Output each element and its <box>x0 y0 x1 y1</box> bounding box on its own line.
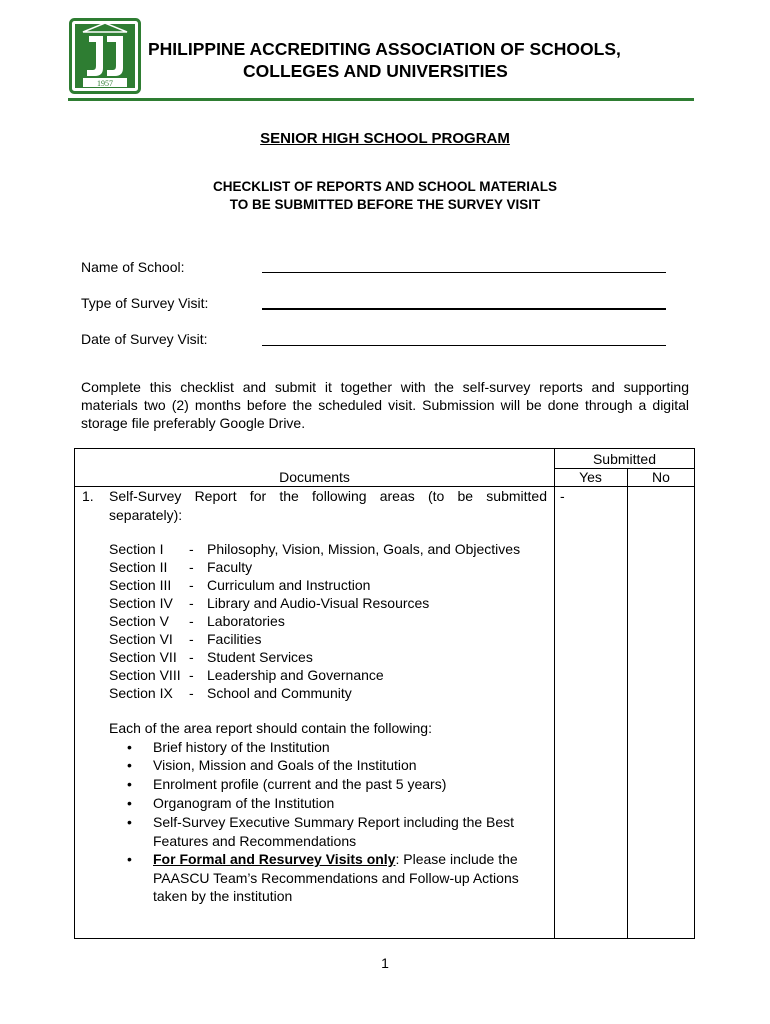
yes-checkbox-cell[interactable]: - <box>560 488 565 504</box>
visit-type-field[interactable] <box>262 308 666 310</box>
col-divider-yes-no <box>627 468 628 938</box>
visit-type-label: Type of Survey Visit: <box>81 295 209 311</box>
list-item <box>127 850 527 906</box>
program-title: SENIOR HIGH SCHOOL PROGRAM <box>260 130 510 147</box>
documents-header: Documents <box>279 469 350 485</box>
list-item: • Brief history of the Institution <box>127 739 330 755</box>
yes-header: Yes <box>579 469 602 485</box>
logo-year: 1957 <box>97 79 113 88</box>
list-item: • Self-Survey Executive Summary Report including the Best Features and Recommendations <box>127 814 515 849</box>
paascu-logo <box>69 18 141 94</box>
item-description: Self-Survey Report for the following areas (to be submitted separately): <box>109 488 547 523</box>
contents-intro: Each of the area report should contain the following: <box>109 720 432 736</box>
bullet-icon: • <box>127 776 132 792</box>
list-item: • Enrolment profile (current and the past 5 years) <box>127 776 447 792</box>
bullet-icon: • <box>127 814 132 830</box>
bullet-icon: • <box>127 851 132 867</box>
checklist-title <box>0 178 770 214</box>
org-title-line2: COLLEGES AND UNIVERSITIES <box>243 61 508 81</box>
org-title-line1: PHILIPPINE ACCREDITING ASSOCIATION OF SCHOOLS, <box>148 39 621 59</box>
submitted-header: Submitted <box>592 451 657 467</box>
col-divider-submitted <box>554 449 555 938</box>
school-name-field[interactable] <box>262 272 666 273</box>
list-item: • Organogram of the Institution <box>127 795 335 811</box>
formal-resurvey-note: : Please include the PAASCU Team’s Recommendations and Follow-up Actions taken by the institution <box>153 851 519 904</box>
checklist-table: Documents Submitted Yes No 1. Self-Survey Report for the following areas (to be submitted separately): - Section I - Philosophy, Vision, Mission, Goals, and Objectives Section II - Faculty Section III - Curriculum and Instruction Section IV - Library and Audio-Visual Resources Section V - Laboratories Section VI - Facilities Section VII - Student Services Section VIII - Leadership and Governance Section IX - School and Community Each of the area report should contain the following: • Brief history of the Institution • Vision, Mission and Goals of the Institution • Enrolment profile (current and the past 5 years) • Organogram of the Institution • Self-Survey Executive Summary Report including the Best Features and Recommendations • For Formal and Resurvey Visits only: Please include the PAASCU Team’s Recommendations and Follow-up Actions taken by the institution <box>74 448 695 939</box>
no-checkbox-cell[interactable] <box>631 487 691 505</box>
no-header: No <box>652 469 670 485</box>
bullet-icon: • <box>127 757 132 773</box>
checklist-title-line2: TO BE SUBMITTED BEFORE THE SURVEY VISIT <box>229 197 541 212</box>
header-divider <box>68 98 694 101</box>
organization-title <box>148 38 688 82</box>
checklist-title-line1: CHECKLIST OF REPORTS AND SCHOOL MATERIALS <box>212 179 557 194</box>
school-name-label: Name of School: <box>81 259 185 275</box>
item-number: 1. <box>82 488 94 504</box>
visit-date-field[interactable] <box>262 345 666 346</box>
formal-resurvey-emphasis: For Formal and Resurvey Visits only <box>153 851 396 867</box>
bullet-icon: • <box>127 795 132 811</box>
bullet-icon: • <box>127 739 132 755</box>
visit-date-label: Date of Survey Visit: <box>81 331 208 347</box>
page-number: 1 <box>381 955 389 971</box>
instructions-paragraph: Complete this checklist and submit it together with the self-survey reports and supporting materials two (2) months before the scheduled visit. Submission will be done through a digital storage file preferably Google Drive. <box>81 379 689 431</box>
list-item: • Vision, Mission and Goals of the Institution <box>127 757 417 773</box>
